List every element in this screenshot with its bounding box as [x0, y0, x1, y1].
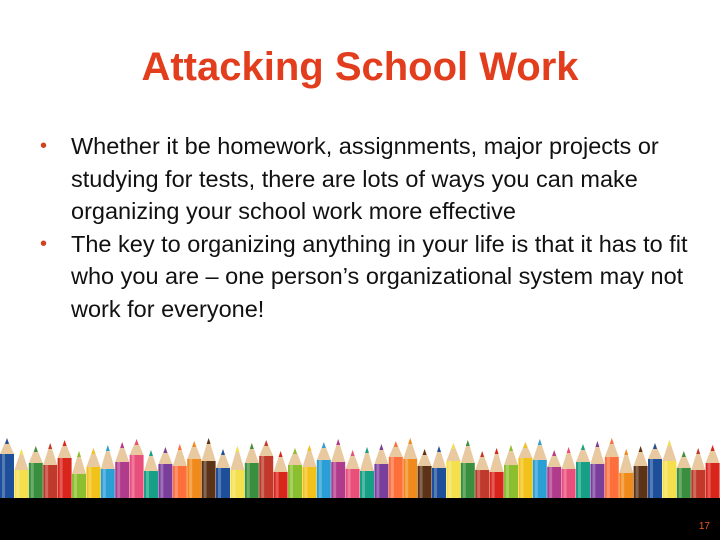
pencil-icon	[691, 448, 705, 502]
pencil-icon	[389, 441, 403, 502]
pencil-icon	[576, 444, 590, 502]
pencil-icon	[202, 438, 216, 502]
pencil-icon	[158, 447, 172, 502]
pencil-icon	[490, 448, 504, 502]
pencil-icon	[230, 446, 244, 502]
pencil-icon	[418, 449, 432, 502]
pencil-icon	[518, 442, 532, 502]
pencil-icon	[187, 441, 201, 502]
pencil-icon	[29, 446, 43, 502]
bullet-dot-icon: •	[40, 232, 48, 255]
pencil-icon	[634, 446, 648, 502]
pencil-icon	[432, 446, 446, 502]
pencil-icon	[173, 444, 187, 502]
pencil-icon	[302, 445, 316, 502]
pencil-icon	[317, 442, 331, 502]
pencil-icon	[216, 449, 230, 502]
pencil-icon	[446, 443, 460, 502]
pencil-icon	[533, 439, 547, 502]
pencil-icon	[14, 449, 28, 502]
pencil-icon	[562, 447, 576, 502]
pencil-icon	[504, 445, 518, 502]
pencil-icon	[360, 447, 374, 502]
slide-title: Attacking School Work	[141, 45, 579, 89]
pencil-icon	[43, 443, 57, 502]
pencil-icon	[706, 445, 720, 502]
pencil-icon	[648, 443, 662, 502]
pencil-icon	[288, 448, 302, 502]
pencil-icon	[662, 440, 676, 502]
bullet-text: The key to organizing anything in your life is that it has to fit who you are – one person’s organizational system may not work for everyone!	[71, 230, 688, 322]
bullet-item	[40, 228, 690, 326]
pencil-icon	[245, 443, 259, 502]
pencil-icon	[331, 439, 345, 502]
pencil-icon	[130, 439, 144, 502]
pencil-icon	[677, 451, 691, 502]
pencil-icon	[605, 438, 619, 502]
pencil-icon	[475, 451, 489, 502]
pencil-icon	[144, 450, 158, 502]
page-number: 17	[698, 521, 710, 532]
pencil-icon	[259, 440, 273, 502]
pencil-icon	[590, 441, 604, 502]
pencil-icon	[547, 450, 561, 502]
pencil-icon	[619, 449, 633, 502]
footer-bar	[0, 498, 720, 540]
bullet-item	[40, 130, 690, 228]
pencil-icon	[86, 448, 100, 502]
bullet-list	[40, 130, 690, 325]
pencil-icon	[0, 438, 14, 502]
colored-pencils-image	[0, 430, 720, 502]
pencil-icon	[374, 444, 388, 502]
pencil-icon	[58, 440, 72, 502]
pencil-icon	[72, 451, 86, 502]
pencil-icon	[101, 445, 115, 502]
pencil-icon	[461, 440, 475, 502]
pencil-icon	[115, 442, 129, 502]
pencil-icon	[346, 450, 360, 502]
pencil-icon	[403, 438, 417, 502]
pencil-icon	[274, 451, 288, 502]
bullet-dot-icon: •	[40, 135, 48, 157]
bullet-text: Whether it be homework, assignments, major projects or studying for tests, there are lots of ways you can make organizing your school work more effective	[71, 133, 659, 224]
